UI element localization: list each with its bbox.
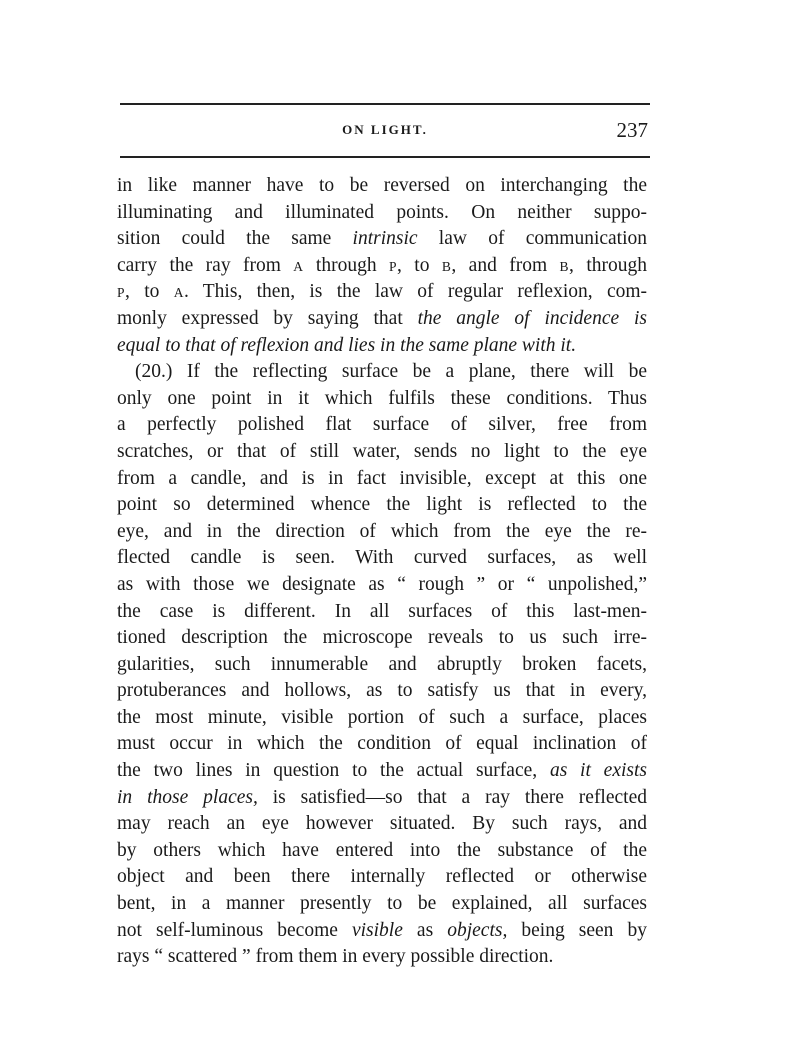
text-line (117, 545, 647, 572)
text-line (117, 758, 647, 785)
text-segment: point so determined whence the light is reflected to the (117, 494, 647, 516)
text-segment: scratches, or that of still water, sends no light to the eye (117, 440, 647, 462)
text-line (117, 466, 647, 493)
italic-text: intrinsic (352, 228, 418, 250)
text-segment: , through (569, 254, 647, 276)
text-segment: , to (125, 281, 174, 303)
text-line (117, 625, 647, 652)
text-line (117, 731, 647, 758)
text-line (117, 173, 647, 200)
text-line (117, 412, 647, 439)
text-segment: rays “ scattered ” from them in every possible direction. (117, 946, 554, 968)
text-line (117, 785, 647, 812)
text-segment: is satisfied—so that a ray there reflected (257, 786, 647, 808)
text-line (117, 386, 647, 413)
text-line (117, 838, 647, 865)
text-segment: through (303, 254, 389, 276)
italic-text: visible (351, 919, 403, 941)
text-line (117, 200, 647, 227)
text-segment: from a candle, and is in fact invisible, except at this one (117, 467, 647, 489)
italic-text: as it exists (549, 760, 648, 782)
small-caps-letter: P (117, 285, 126, 301)
text-line (117, 944, 647, 971)
text-segment: tioned description the microscope reveals to us such irre- (117, 627, 647, 649)
text-segment: the two lines in question to the actual surface, (117, 760, 550, 782)
text-segment: (20.) If the reflecting surface be a plane, there will be (135, 361, 647, 383)
text-segment: as with those we designate as “ rough ” or “ unpolished,” (117, 573, 647, 595)
text-segment: . This, then, is the law of regular reflexion, com- (183, 281, 648, 303)
text-line (117, 519, 647, 546)
small-caps-letter: P (389, 258, 398, 274)
text-segment: , and from (451, 254, 560, 276)
text-line (117, 492, 647, 519)
text-segment: not self-luminous become (117, 919, 352, 941)
running-head (120, 118, 650, 148)
text-segment: carry the ray from (117, 254, 294, 276)
text-segment: flected candle is seen. With curved surfaces, as well (117, 547, 647, 569)
page-number: 237 (616, 118, 648, 142)
text-segment: may reach an eye however situated. By such rays, and (117, 813, 647, 835)
text-line (117, 359, 647, 386)
text-segment: illuminating and illuminated points. On neither suppo- (117, 201, 647, 223)
text-segment: monly expressed by saying that (117, 307, 418, 329)
text-segment: the case is different. In all surfaces of this last-men- (117, 600, 647, 622)
text-line (117, 811, 647, 838)
text-line (117, 439, 647, 466)
italic-text: equal to that of reflexion and lies in the same plane with it. (117, 334, 577, 356)
text-segment: by others which have entered into the substance of the (117, 839, 647, 861)
text-line (117, 705, 647, 732)
text-segment: the most minute, visible portion of such a surface, places (117, 706, 647, 728)
text-segment: protuberances and hollows, as to satisfy us that in every, (117, 680, 647, 702)
text-segment: sition could the same (117, 228, 353, 250)
text-line (117, 891, 647, 918)
text-segment: a perfectly polished flat surface of silver, free from (117, 414, 647, 436)
body-text (117, 173, 647, 971)
text-line (117, 864, 647, 891)
text-line (117, 918, 647, 945)
small-caps-letter: B (441, 258, 452, 274)
text-line (117, 226, 647, 253)
text-line (117, 253, 647, 280)
running-title: ON LIGHT. (342, 122, 428, 137)
text-segment: object and been there internally reflected or otherwise (117, 866, 647, 888)
header-top-rule (120, 103, 650, 105)
text-segment: only one point in it which fulfils these conditions. Thus (117, 387, 647, 409)
text-segment: bent, in a manner presently to be explained, all surfaces (117, 893, 647, 915)
text-segment: as (402, 919, 448, 941)
italic-text: in those places, (117, 786, 258, 808)
text-line (117, 572, 647, 599)
text-segment: law of communication (417, 228, 648, 250)
text-segment: must occur in which the condition of equal inclination of (117, 733, 647, 755)
text-line (117, 279, 647, 306)
text-segment: gularities, such innumerable and abruptly broken facets, (117, 653, 647, 675)
italic-text: objects, (447, 919, 508, 941)
text-line (117, 333, 647, 360)
header-bottom-rule (120, 156, 650, 158)
text-line (117, 678, 647, 705)
italic-text: the angle of incidence is (417, 307, 647, 329)
text-line (117, 306, 647, 333)
small-caps-letter: B (559, 258, 570, 274)
text-segment: , to (397, 254, 442, 276)
text-segment: being seen by (507, 919, 647, 941)
text-segment: in like manner have to be reversed on interchanging the (117, 175, 647, 196)
text-line (117, 599, 647, 626)
small-caps-letter: A (173, 285, 184, 301)
small-caps-letter: A (293, 258, 304, 274)
text-line (117, 652, 647, 679)
text-segment: eye, and in the direction of which from the eye the re- (117, 520, 647, 542)
